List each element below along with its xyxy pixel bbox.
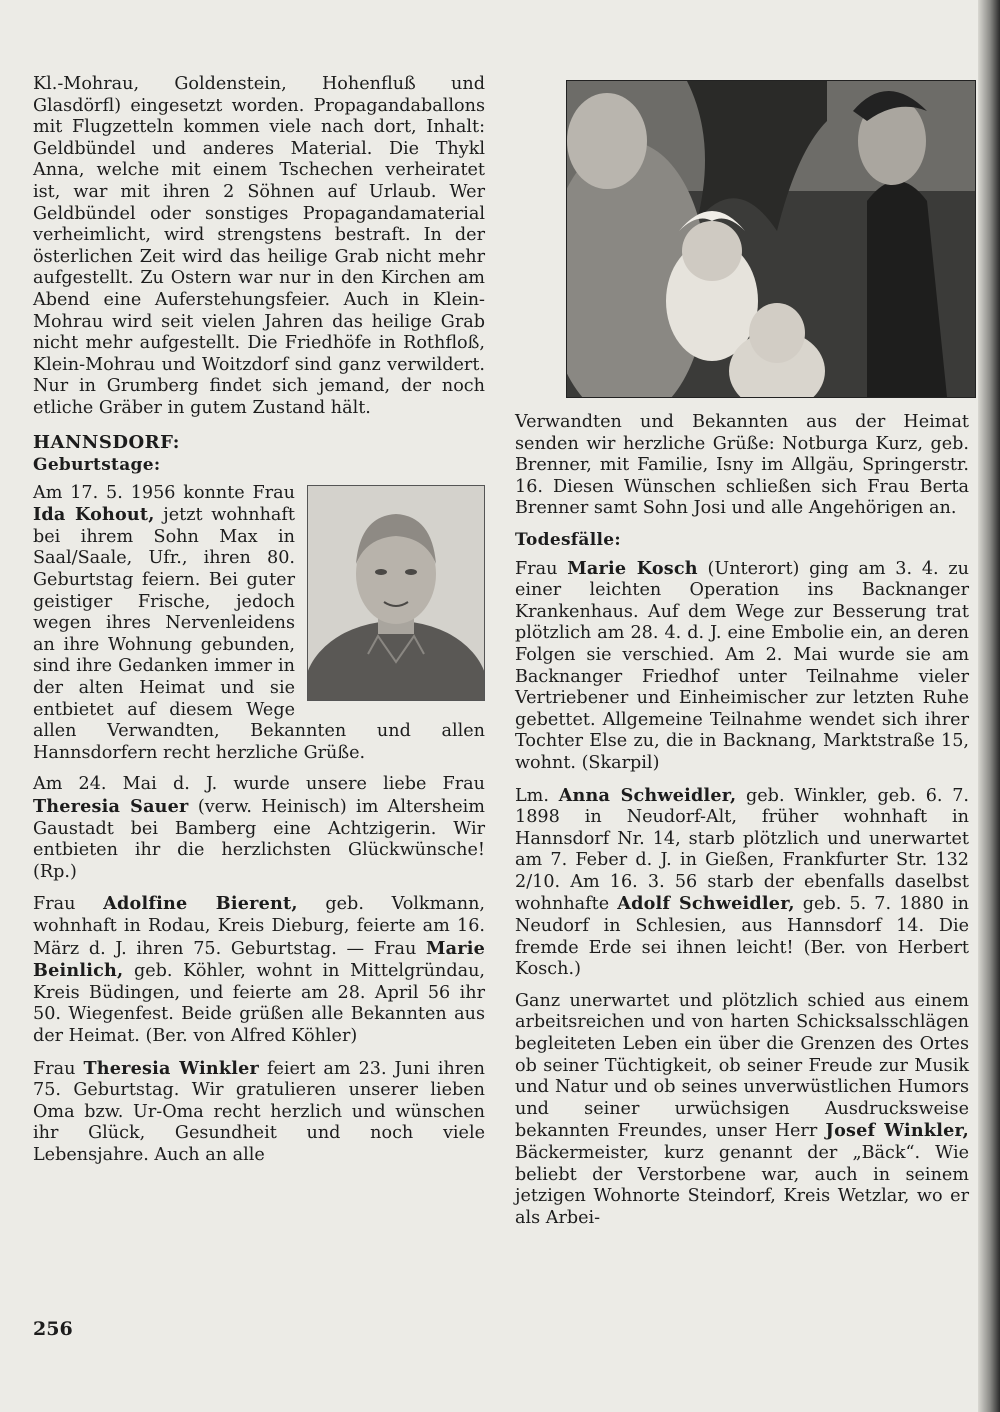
left-column xyxy=(33,74,485,1177)
birthday-theresia-sauer: Am 24. Mai d. J. wurde unsere liebe Frau Theresia Sauer (verw. Heinisch) im Altersheim Gaustadt bei Bamberg eine Achtzigerin. Wir entbieten ihr die herzlichsten Glückwünsche! (Rp.) xyxy=(33,774,485,882)
birthday-ida-kohout: Am 17. 5. 1956 konnte Frau Ida Kohout, jetzt wohnhaft bei ihrem Sohn Max in Saal/Saale, Ufr., ihren 80. Geburtstag feiern. Bei guter geistiger Frische, jedoch wegen ihres Nervenleidens an ihre Wohnung gebunden, sind ihre Gedanken immer in der alten Heimat und sie entbietet auf diesem Wege allen Verwandten, Bekannten und allen Hannsdorfern recht herzliche Grüße. xyxy=(33,482,485,763)
page-binding-shadow xyxy=(978,0,1000,1412)
section-title-hannsdorf: HANNSDORF: xyxy=(33,431,180,453)
portrait-photo-elderly-woman xyxy=(307,485,485,701)
death-marie-kosch: Frau Marie Kosch (Unterort) ging am 3. 4. zu einer leichten Operation ins Backnanger Krankenhaus. Auf dem Wege zur Besserung trat plötzlich am 28. 4. d. J. eine Embolie ein, an deren Folgen sie verschied. Am 2. Mai wurde sie am Backnanger Friedhof unter Teilnahme vieler Vertriebener und Einheimischer zur letzten Ruhe gebettet. Allgemeine Teilnahme wendet sich ihrer Tochter Else zu, die in Backnang, Marktstraße 15, wohnt. (Skarpil) xyxy=(515,557,969,773)
death-josef-winkler: Ganz unerwartet und plötzlich schied aus einem arbeitsreichen und von harten Schicksalsschlägen begleiteten Leben ein über die Grenzen des Ortes ob seiner Tüchtigkeit, ob seiner Freude zur Musik und Natur und ob seines unverwüstlichen Humors und seiner urwüchsigen Ausdrucksweise bekannten Freundes, unser Herr Josef Winkler, Bäckermeister, kurz genannt der „Bäck“. Wie beliebt der Verstorbene war, auch in seinem jetzigen Wohnorte Steindorf, Kreis Wetzlar, wo er als Arbei- xyxy=(515,990,970,1228)
article-continuation: Kl.-Mohrau, Goldenstein, Hohenfluß und Glasdörfl) eingesetzt worden. Propagandaballons mit Flugzetteln kommen viele nach dort, Inhalt: Geldbündel und anderes Material. Die Thykl Anna, welche mit einem Tschechen verheiratet ist, war mit ihren 2 Söhnen auf Urlaub. Wer Geldbündel oder sonstiges Propagandamaterial verheimlicht, wird strengstens bestraft. In der österlichen Zeit wird das heilige Grab nicht mehr aufgestellt. Zu Ostern war nur in den Kirchen am Abend eine Auferstehungsfeier. Auch in Klein-Mohrau wird seit vielen Jahren das heilige Grab nicht mehr aufgestellt. Die Friedhöfe in Rothfloß, Klein-Mohrau und Woitzdorf sind ganz verwildert. Nur in Grumberg findet sich jemand, der noch etliche Gräber in gutem Zustand hält. xyxy=(33,74,485,418)
greetings-notburga-kurz: Verwandten und Bekannten aus der Heimat senden wir herzliche Grüße: Notburga Kurz, geb. Brenner, mit Familie, Isny im Allgäu, Springerstr. 16. Diesen Wünschen schließen sich Frau Berta Brenner samt Sohn Josi und alle Angehörigen an. xyxy=(515,412,969,519)
subhead-birthdays: Geburtstage: xyxy=(33,455,161,476)
family-photo xyxy=(566,80,976,398)
subhead-deaths: Todesfälle: xyxy=(515,529,621,550)
birthday-bierent-beinlich: Frau Adolfine Bierent, geb. Volkmann, wohnhaft in Rodau, Kreis Dieburg, feierte am 16. März d. J. ihren 75. Geburtstag. — Frau Marie Beinlich, geb. Köhler, wohnt in Mittelgründau, Kreis Büdingen, und feierte am 28. April 56 ihr 50. Wiegenfest. Beide grüßen alle Bekannten aus der Heimat. (Ber. von Alfred Köhler) xyxy=(33,893,486,1046)
right-column xyxy=(515,412,969,1239)
birthday-theresia-winkler: Frau Theresia Winkler feiert am 23. Juni ihren 75. Geburtstag. Wir gratulieren unserer lieben Oma bzw. Ur-Oma recht herzlich und wünschen ihr Glück, Gesundheit und noch viele Lebensjahre. Auch an alle xyxy=(33,1057,486,1165)
death-schweidler: Lm. Anna Schweidler, geb. Winkler, geb. 6. 7. 1898 in Neudorf-Alt, früher wohnhaft in Hannsdorf Nr. 14, starb plötzlich und unerwartet am 7. Feber d. J. in Gießen, Frankfurter Str. 132 2/10. Am 16. 3. 56 starb der ebenfalls daselbst wohnhafte Adolf Schweidler, geb. 5. 7. 1880 in Neudorf in Schlesien, aus Hannsdorf 14. Die fremde Erde sei ihnen leicht! (Ber. von Herbert Kosch.) xyxy=(515,784,969,980)
page-number: 256 xyxy=(33,1318,73,1340)
